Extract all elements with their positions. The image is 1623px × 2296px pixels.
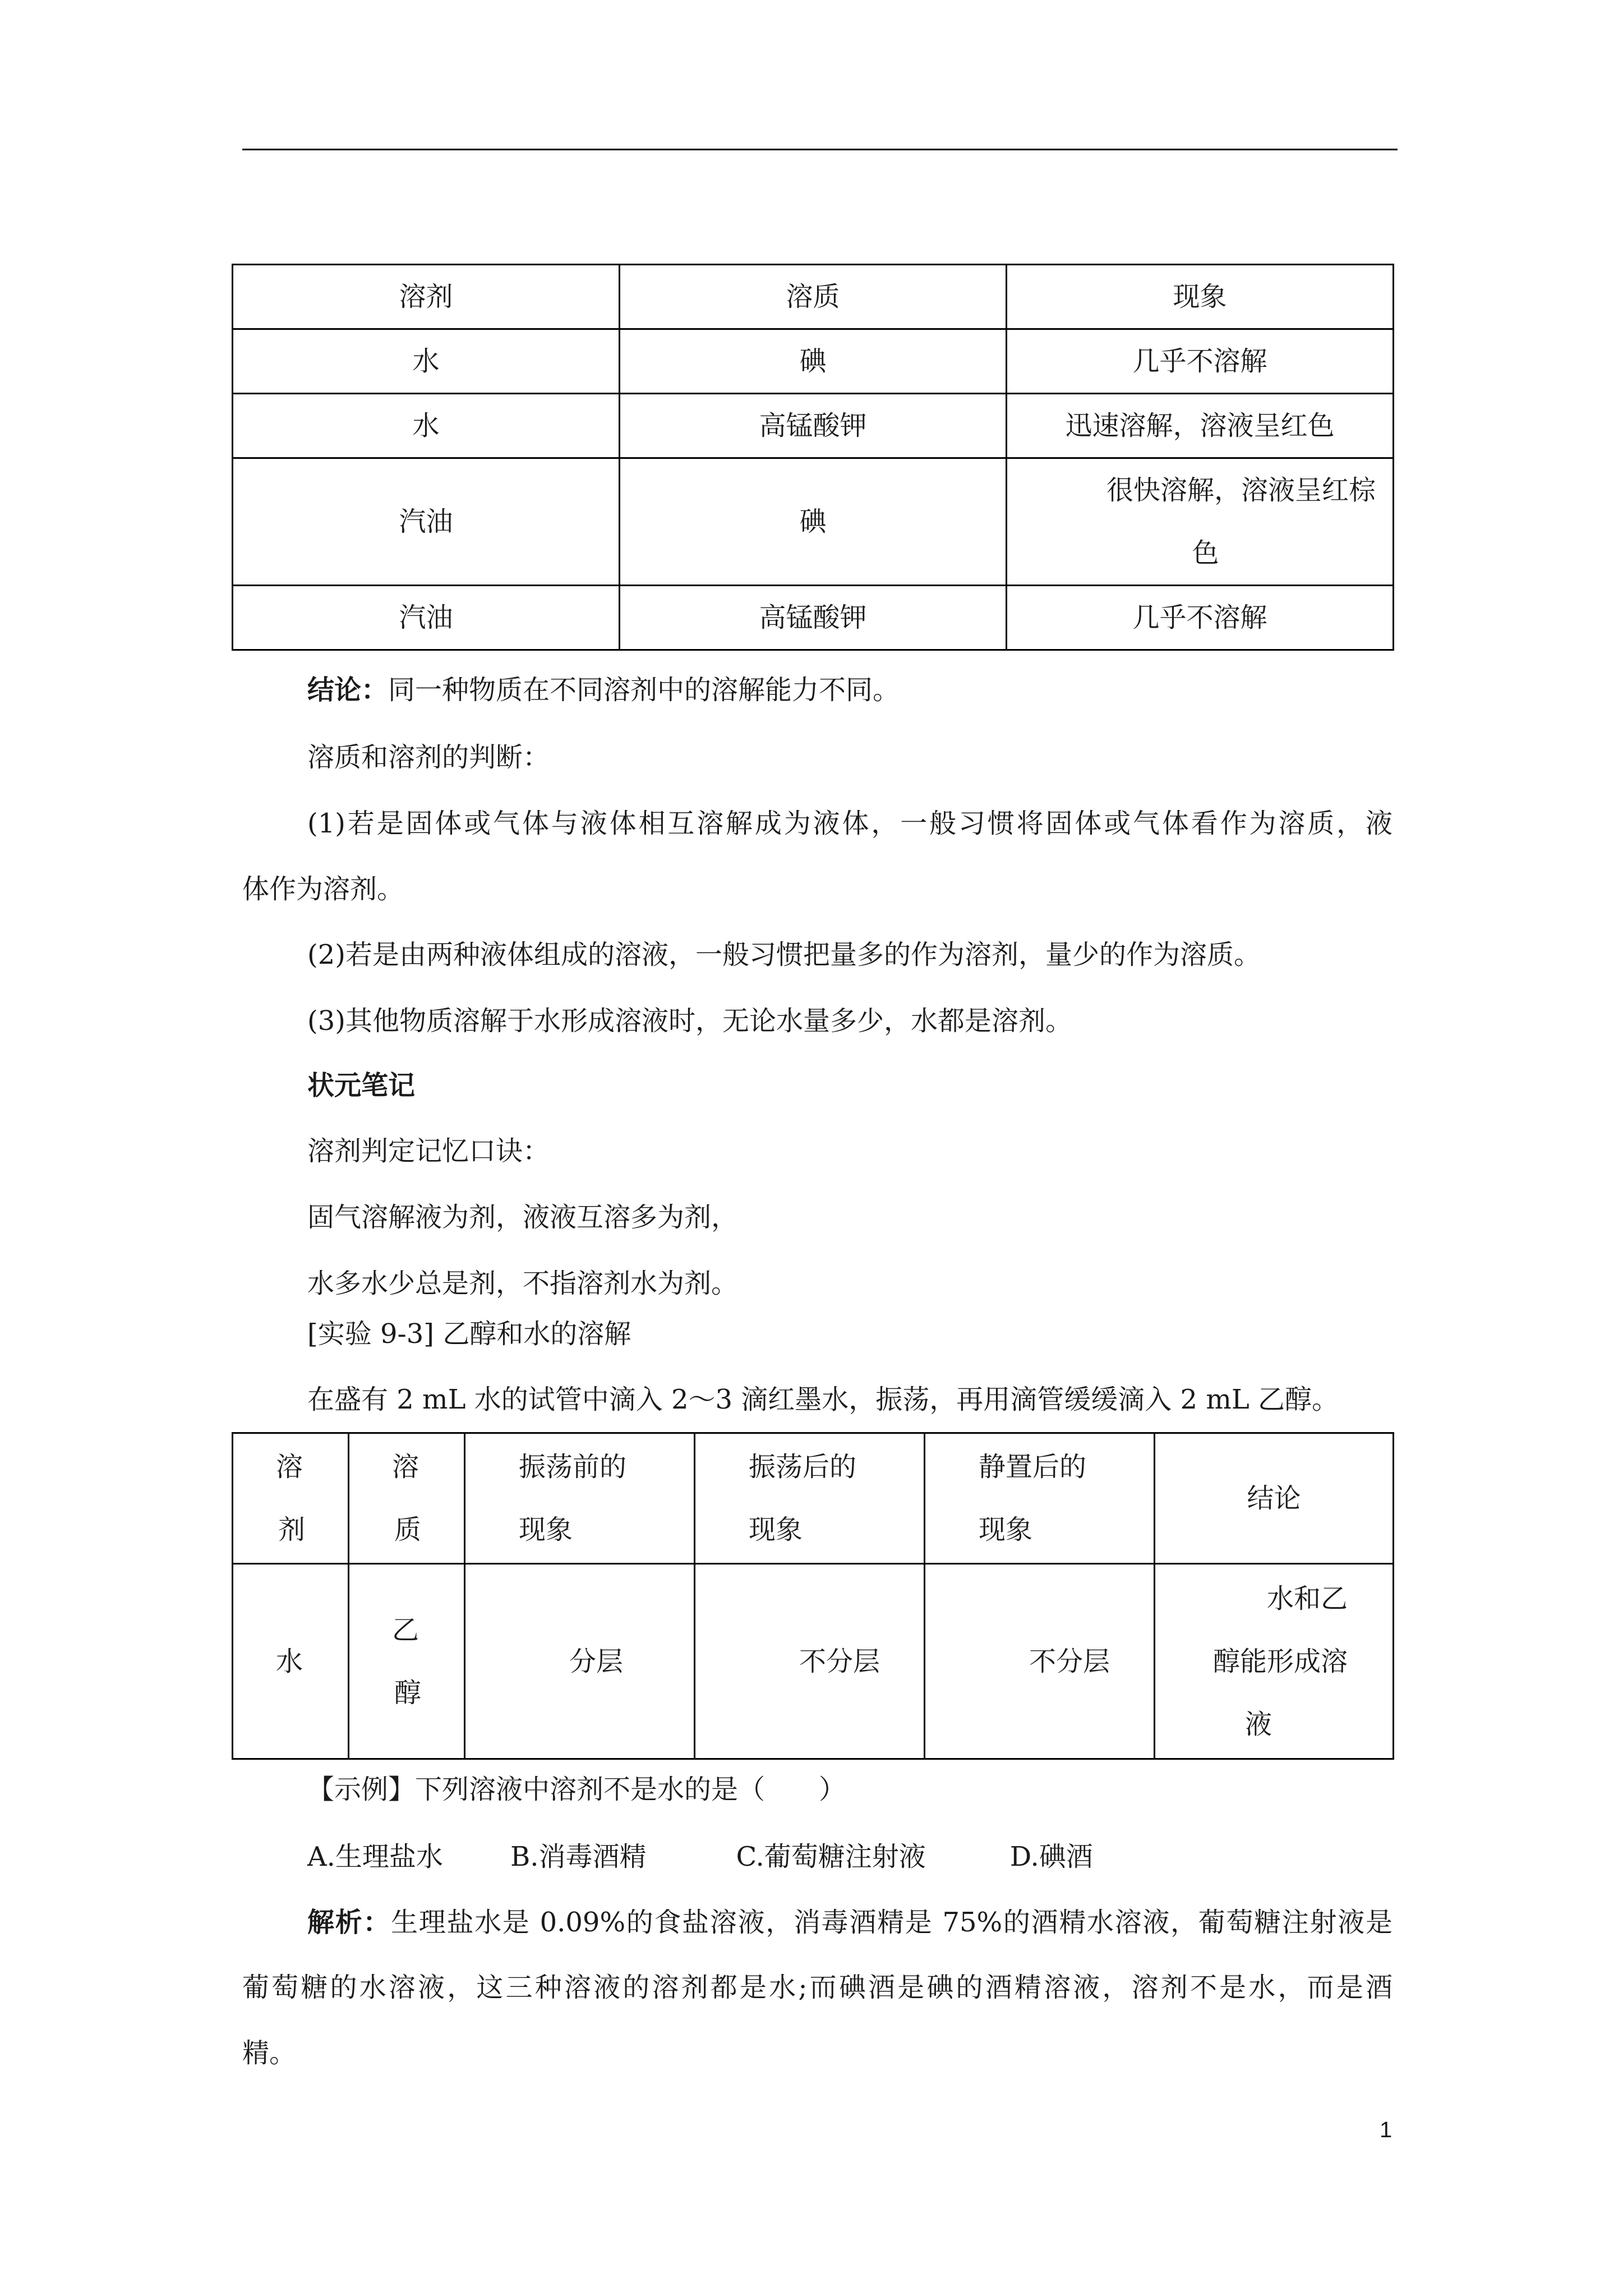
table-cell [925, 1564, 1155, 1759]
cell-line: 振荡后的 [749, 1451, 857, 1483]
experiment-description: 在盛有 2 mL 水的试管中滴入 2～3 滴红墨水，振荡，再用滴管缓缓滴入 2 mL 乙醇。 [307, 1384, 1339, 1415]
mnemonic-title: 溶剂判定记忆口诀： [307, 1135, 550, 1167]
rule-3: (3)其他物质溶解于水形成溶液时，无论水量多少，水都是溶剂。 [307, 1005, 1072, 1037]
table-cell [1155, 1564, 1394, 1759]
cell-line: 静置后的 [979, 1451, 1087, 1483]
table-cell: 几乎不溶解 [1007, 329, 1394, 394]
cell-line: 很快溶解，溶液呈红棕 [1106, 475, 1376, 506]
table-header-cell: 溶质 [620, 265, 1007, 329]
cell-line: 乙 [391, 1614, 419, 1646]
cell-line: 色 [1192, 537, 1219, 569]
options-line [307, 1840, 1093, 1874]
table-cell [695, 1564, 925, 1759]
solubility-table [232, 264, 1394, 651]
table-cell: 几乎不溶解 [1007, 586, 1394, 650]
cell-line: 现象 [519, 1514, 573, 1545]
cell-line: 溶 [275, 1451, 303, 1483]
table-cell: 汽油 [233, 458, 620, 586]
table-cell: 高锰酸钾 [620, 586, 1007, 650]
table-header-cell [349, 1433, 465, 1564]
rule-1-line-1: (1)若是固体或气体与液体相互溶解成为液体，一般习惯将固体或气体看作为溶质，液 [307, 808, 1393, 839]
cell-line: 水 [275, 1645, 303, 1677]
option-b: B.消毒酒精 [510, 1841, 647, 1872]
table-cell: 汽油 [233, 586, 620, 650]
table-cell: 水 [233, 394, 620, 458]
table-row [233, 458, 1394, 586]
table-header-cell [695, 1433, 925, 1564]
table-cell [1007, 458, 1394, 586]
analysis-line-2: 葡萄糖的水溶液，这三种溶液的溶剂都是水;而碘酒是碘的酒精溶液，溶剂不是水，而是酒 [242, 1972, 1393, 2003]
cell-line: 不分层 [1029, 1645, 1110, 1677]
table-row [233, 394, 1394, 458]
rule-2: (2)若是由两种液体组成的溶液，一般习惯把量多的作为溶剂，量少的作为溶质。 [307, 939, 1261, 970]
analysis-text: 生理盐水是 0.09%的食盐溶液，消毒酒精是 75%的酒精水溶液，葡萄糖注射液是 [391, 1907, 1393, 1938]
conclusion-label: 结论： [307, 674, 389, 706]
table-header-cell [465, 1433, 695, 1564]
cell-line: 水和乙 [1266, 1582, 1348, 1614]
page-number: 1 [1380, 2118, 1393, 2142]
cell-line: 质 [394, 1514, 422, 1545]
table-header-row [233, 265, 1394, 329]
table-header-cell: 现象 [1007, 265, 1394, 329]
conclusion-paragraph [307, 673, 900, 707]
table-cell: 碘 [620, 458, 1007, 586]
mnemonic-line-1: 固气溶解液为剂，液液互溶多为剂， [307, 1202, 739, 1233]
analysis-line-3: 精。 [242, 2037, 297, 2069]
cell-line: 液 [1245, 1708, 1272, 1740]
cell-line: 分层 [569, 1645, 624, 1677]
mnemonic-line-2: 水多水少总是剂，不指溶剂水为剂。 [307, 1268, 739, 1299]
table-header-row [233, 1433, 1394, 1564]
judge-title: 溶质和溶剂的判断： [307, 742, 550, 773]
table-header-cell [925, 1433, 1155, 1564]
conclusion-text: 同一种物质在不同溶剂中的溶解能力不同。 [388, 674, 900, 706]
table-row [233, 329, 1394, 394]
analysis-line-1 [307, 1906, 1393, 1939]
table-row [233, 1564, 1394, 1759]
table-header-cell [233, 1433, 349, 1564]
cell-line: 剂 [278, 1514, 306, 1545]
cell-line: 溶 [391, 1451, 419, 1483]
cell-line: 结论 [1247, 1483, 1301, 1514]
table-cell [349, 1564, 465, 1759]
option-a: A.生理盐水 [307, 1841, 443, 1872]
analysis-label: 解析： [307, 1907, 391, 1938]
experiment-title: [实验 9-3] 乙醇和水的溶解 [307, 1318, 631, 1350]
table-cell [233, 1564, 349, 1759]
cell-line: 醇 [394, 1677, 422, 1709]
option-c: C.葡萄糖注射液 [736, 1841, 926, 1872]
cell-line: 醇能形成溶 [1212, 1645, 1348, 1677]
table-cell [465, 1564, 695, 1759]
ethanol-water-table [232, 1432, 1394, 1760]
table-cell: 高锰酸钾 [620, 394, 1007, 458]
header-rule [242, 149, 1398, 150]
rule-1-line-2: 体作为溶剂。 [242, 873, 404, 905]
table-row [233, 586, 1394, 650]
notes-title: 状元笔记 [307, 1070, 416, 1101]
option-d: D.碘酒 [1009, 1841, 1093, 1872]
table-cell: 水 [233, 329, 620, 394]
table-header-cell [1155, 1433, 1394, 1564]
table-cell: 迅速溶解，溶液呈红色 [1007, 394, 1394, 458]
cell-line: 不分层 [799, 1645, 880, 1677]
table-header-cell: 溶剂 [233, 265, 620, 329]
cell-line: 现象 [749, 1514, 803, 1545]
cell-line: 振荡前的 [519, 1451, 627, 1483]
table-cell: 碘 [620, 329, 1007, 394]
example-question: 【示例】下列溶液中溶剂不是水的是（ ） [307, 1774, 846, 1805]
cell-line: 现象 [979, 1514, 1033, 1545]
